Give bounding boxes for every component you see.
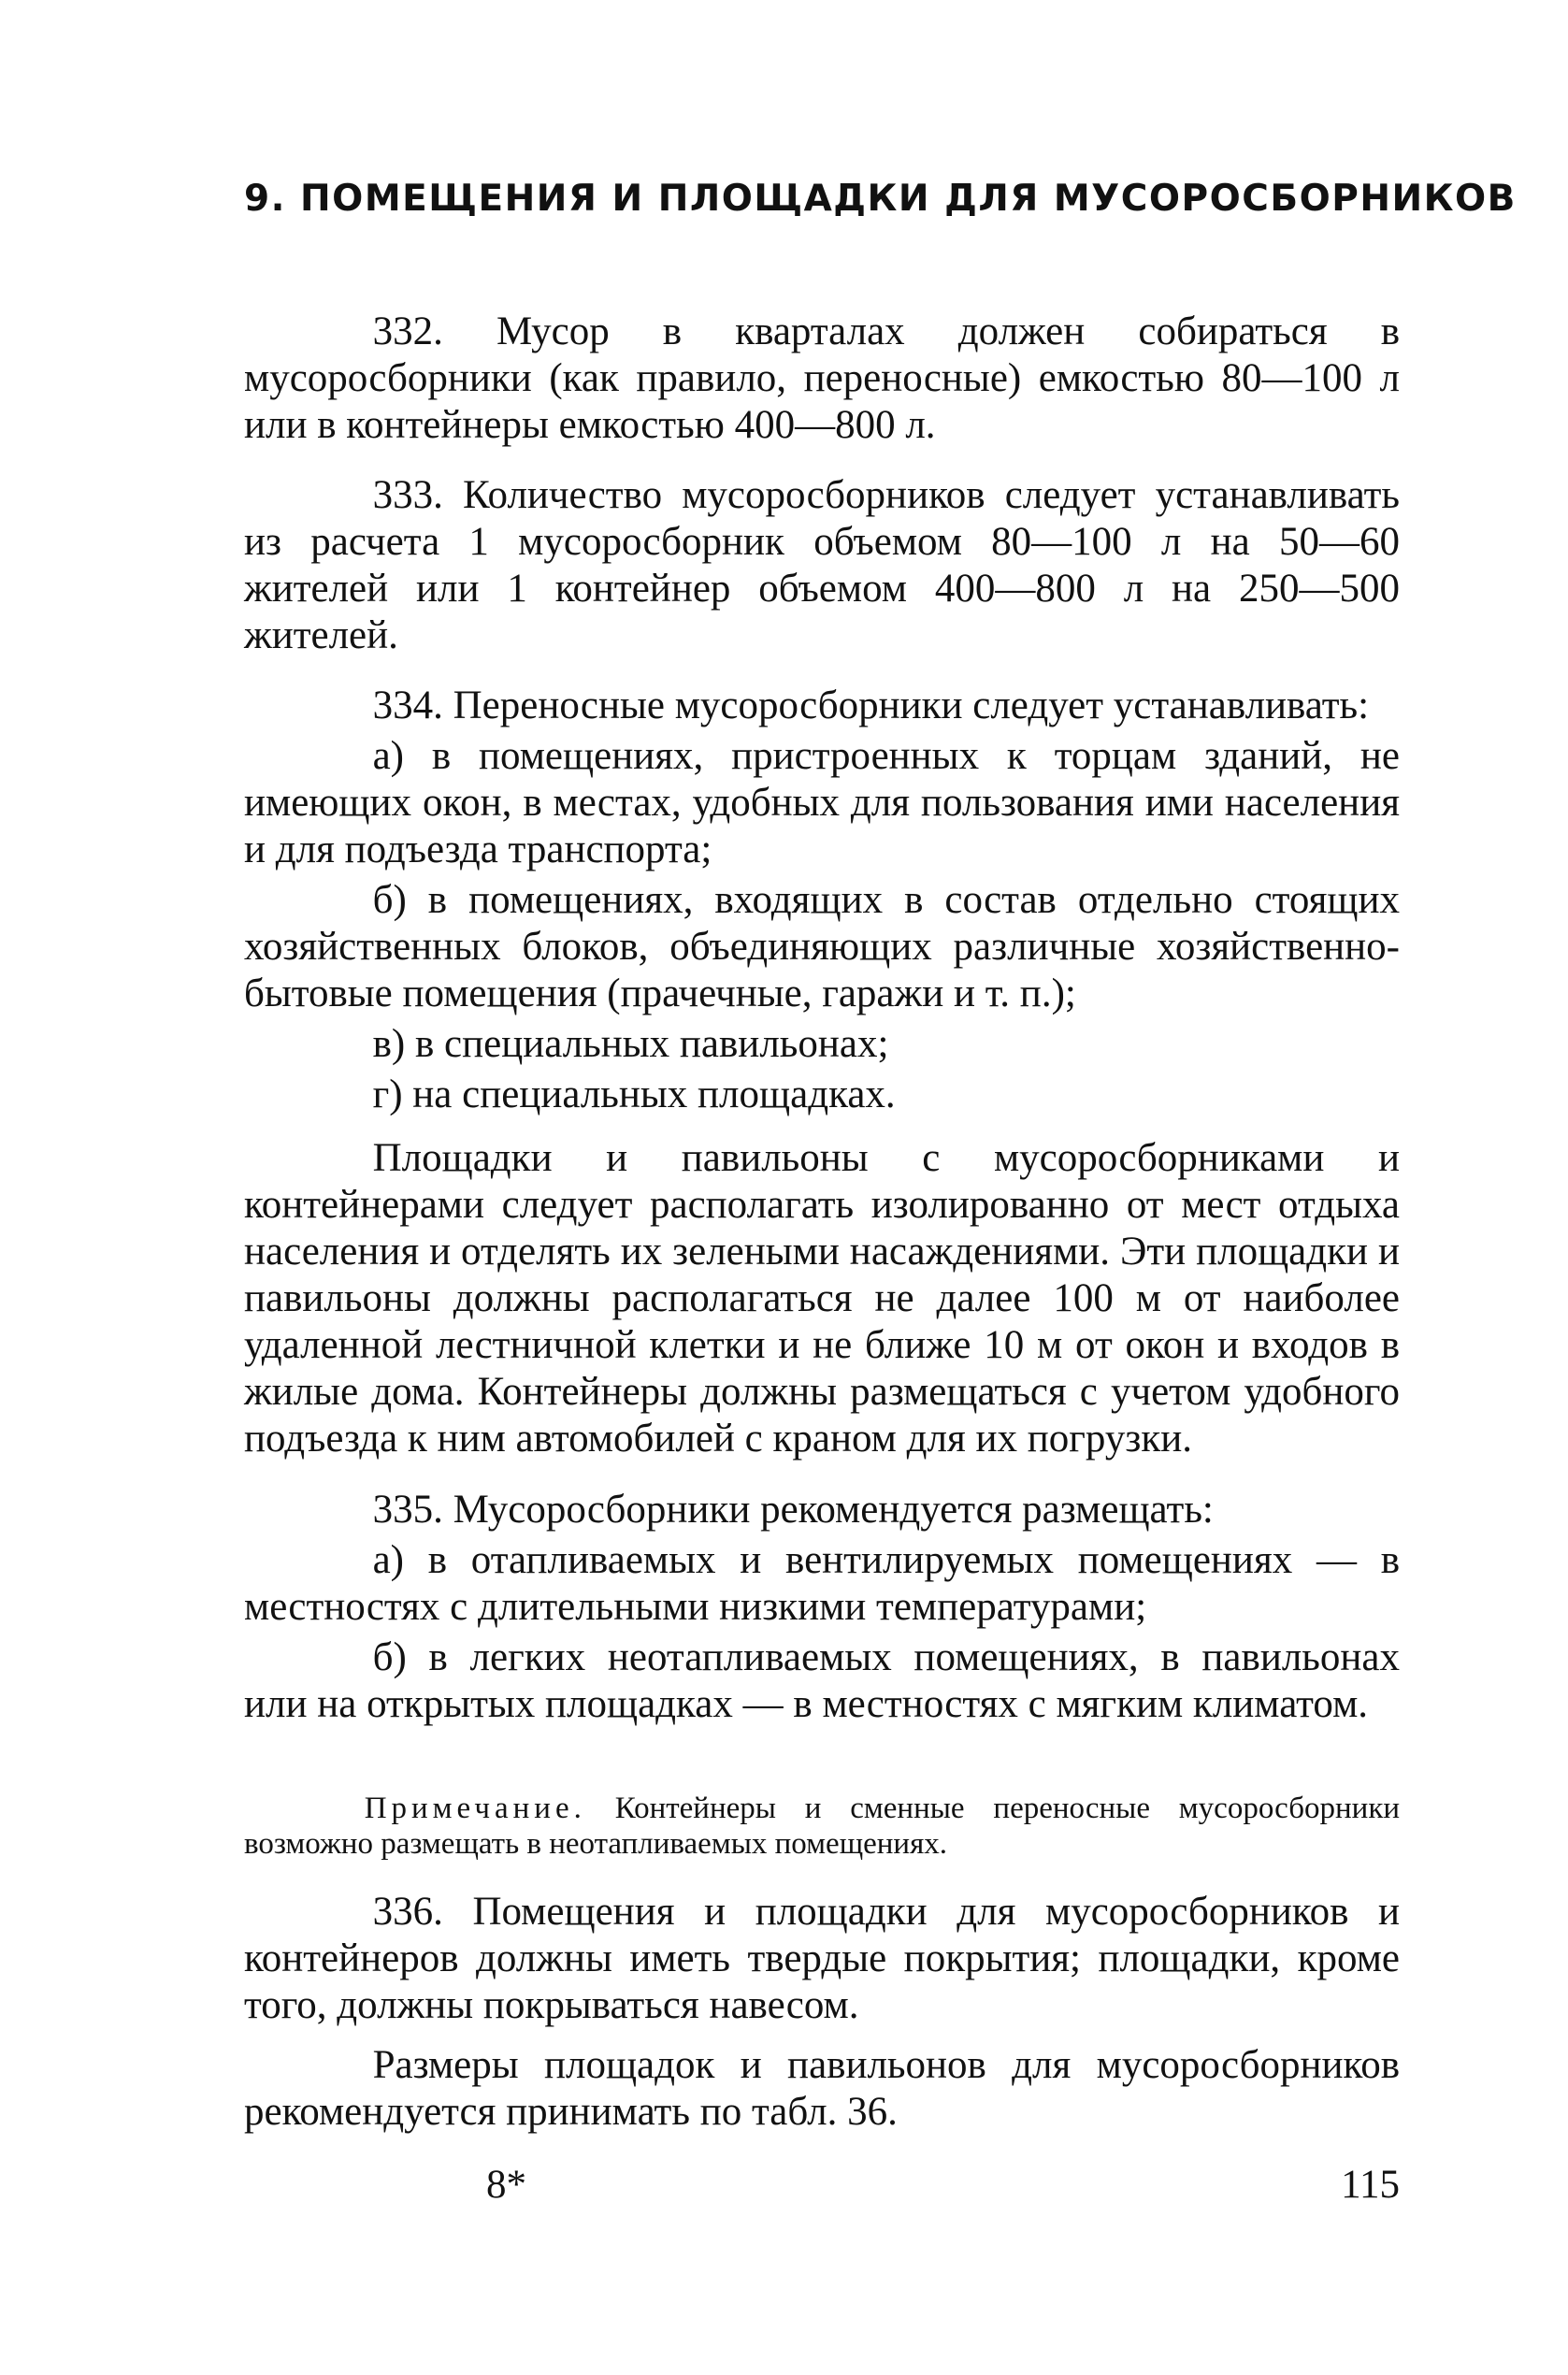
section-heading: 9. ПОМЕЩЕНИЯ И ПЛОЩАДКИ ДЛЯ МУСОРОСБОРНИКОВ: [244, 178, 1517, 220]
paragraph-336-sizes: Размеры площадок и павильонов для мусоросборников рекомендуется принимать по табл. 36.: [244, 2043, 1400, 2134]
note-block: [244, 1791, 1400, 1862]
paragraph-334: [244, 683, 1400, 1462]
paragraph-334-item-a: а) в помещениях, пристроенных к торцам зданий, не имеющих окон, в местах, удобных для пользования ими населения и для подъезда транспорта;: [244, 734, 1400, 871]
paragraph-335-item-a: а) в отапливаемых и вентилируемых помещениях — в местностях с длительными низкими температурами;: [244, 1538, 1400, 1629]
paragraph-334-item-b: б) в помещениях, входящих в состав отдельно стоящих хозяйственных блоков, объединяющих различные хозяйственно-бытовые помещения (прачечные, гаражи и т. п.);: [244, 878, 1400, 1015]
note-body: Контейнеры и сменные переносные мусоросборники возможно размещать в неотапливаемых помещениях.: [244, 1792, 1401, 1861]
paragraph-336: [244, 1889, 1400, 2136]
paragraph-332-text: 332. Мусор в кварталах должен собираться в мусоросборники (как правило, переносные) емкостью 80—100 л или в контейнеры емкостью 400—800 л.: [244, 309, 1400, 447]
paragraph-332: [244, 309, 1400, 449]
note-text: [244, 1791, 1400, 1862]
paragraph-335: [244, 1487, 1400, 1728]
paragraph-333-text: 333. Количество мусоросборников следует устанавливать из расчета 1 мусоросборник объемом 80—100 л на 50—60 жителей или 1 контейнер объемом 400—800 л на 250—500 жителей.: [244, 473, 1400, 657]
paragraph-335-item-b: б) в легких неотапливаемых помещениях, в павильонах или на открытых площадках — в местностях с мягким климатом.: [244, 1635, 1400, 1726]
paragraph-336-text: 336. Помещения и площадки для мусоросборников и контейнеров должны иметь твердые покрытия; площадки, кроме того, должны покрываться навесом.: [244, 1890, 1400, 2027]
paragraph-334-item-g: г) на специальных площадках.: [372, 1072, 896, 1116]
paragraph-334-body: Площадки и павильоны с мусоросборниками и контейнерами следует располагать изолированно от мест отдыха населения и отделять их зелеными насаждениями. Эти площадки и павильоны должны располагаться не далее 100 м от наиболее удаленной лестничной клетки и не ближе 10 м от окон и входов в жилые дома. Контейнеры должны размещаться с учетом удобного подъезда к ним автомобилей с краном для их погрузки.: [244, 1136, 1400, 1461]
paragraph-335-intro: 335. Мусоросборники рекомендуется размещать:: [372, 1488, 1214, 1532]
paragraph-334-intro: 334. Переносные мусоросборники следует устанавливать:: [372, 684, 1370, 727]
page-number: 115: [1341, 2163, 1400, 2207]
paragraph-334-item-v: в) в специальных павильонах;: [372, 1022, 889, 1066]
printer-signature: 8*: [486, 2163, 526, 2207]
paragraph-333: [244, 472, 1400, 659]
note-label: Примечание.: [364, 1792, 586, 1825]
